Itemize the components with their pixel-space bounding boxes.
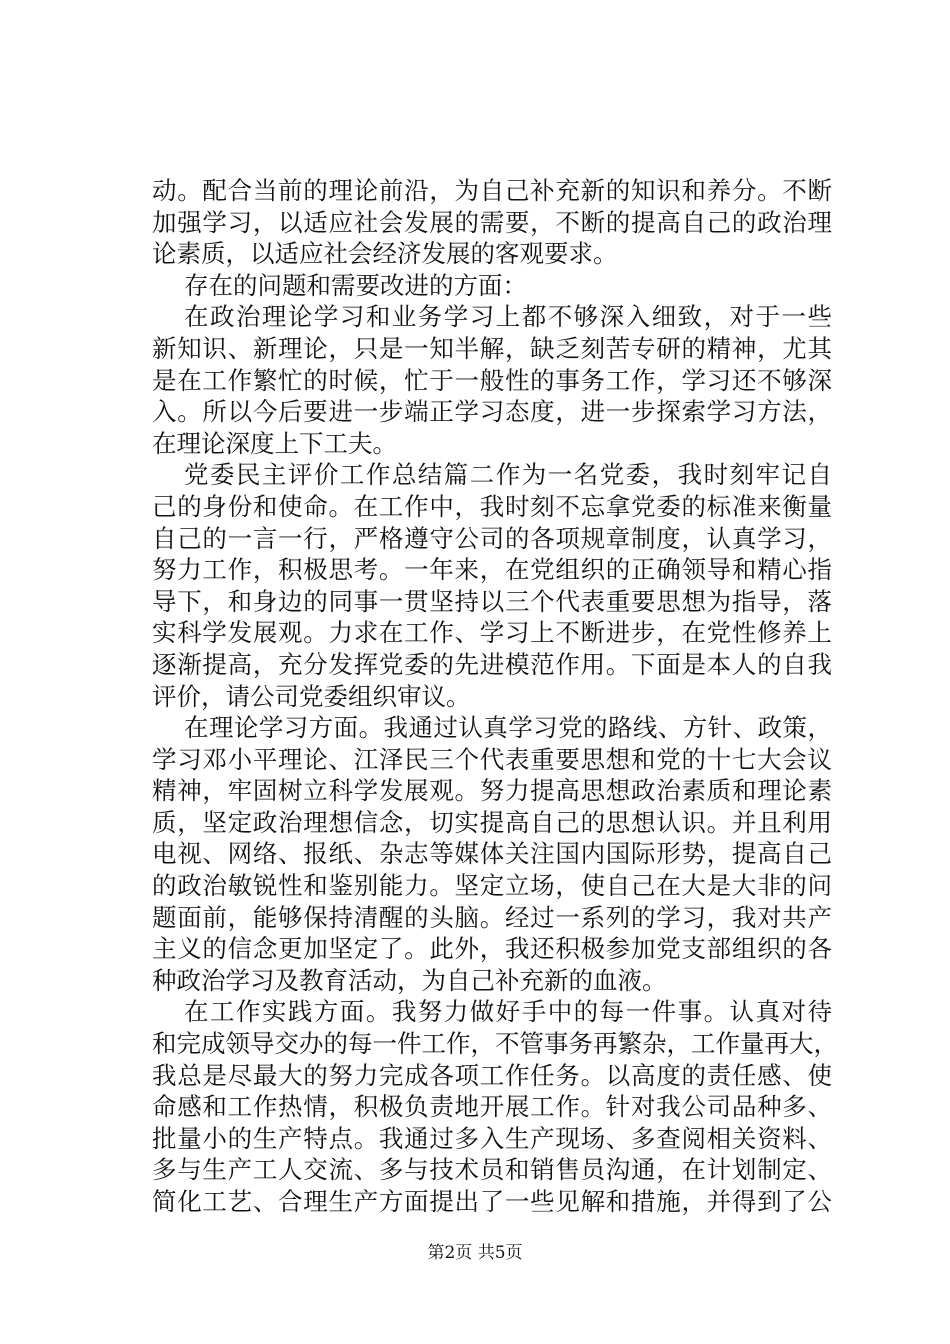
text-line: 精神，牢固树立科学发展观。努力提高思想政治素质和理论素: [152, 776, 832, 806]
text-line: 在政治理论学习和业务学习上都不够深入细致，对于一些: [184, 302, 832, 332]
text-line: 动。配合当前的理论前沿，为自己补充新的知识和养分。不断: [152, 176, 832, 205]
text-line: 我总是尽最大的努力完成各项工作任务。以高度的责任感、使: [152, 1060, 832, 1090]
text-line: 电视、网络、报纸、杂志等媒体关注国内国际形势，提高自己: [152, 839, 832, 869]
text-line: 论素质，以适应社会经济发展的客观要求。: [152, 239, 618, 269]
text-line: 党委民主评价工作总结篇二作为一名党委，我时刻牢记自: [184, 460, 832, 490]
text-line: 是在工作繁忙的时候，忙于一般性的事务工作，学习还不够深: [152, 365, 832, 395]
text-line: 新知识、新理论，只是一知半解，缺乏刻苦专研的精神，尤其: [152, 333, 832, 363]
text-line: 多与生产工人交流、多与技术员和销售员沟通，在计划制定、: [152, 1155, 832, 1185]
text-line: 的政治敏锐性和鉴别能力。坚定立场，使自己在大是大非的问: [152, 871, 832, 901]
text-line: 自己的一言一行，严格遵守公司的各项规章制度，认真学习，: [152, 523, 832, 553]
text-line: 入。所以今后要进一步端正学习态度，进一步探索学习方法，: [152, 397, 832, 427]
text-line: 题面前，能够保持清醒的头脑。经过一系列的学习，我对共产: [152, 902, 832, 932]
text-line: 实科学发展观。力求在工作、学习上不断进步，在党性修养上: [152, 618, 832, 648]
text-line: 在理论学习方面。我通过认真学习党的路线、方针、政策，: [184, 713, 832, 743]
text-line: 主义的信念更加坚定了。此外，我还积极参加党支部组织的各: [152, 934, 832, 964]
text-line: 命感和工作热情，积极负责地开展工作。针对我公司品种多、: [152, 1092, 832, 1122]
document-body: [152, 175, 838, 1218]
text-line: 加强学习，以适应社会发展的需要，不断的提高自己的政治理: [152, 207, 832, 237]
text-line: 评价，请公司党委组织审议。: [152, 681, 471, 711]
text-line: 在工作实践方面。我努力做好手中的每一件事。认真对待: [184, 997, 832, 1027]
page-number: 第2页 共5页: [427, 1243, 523, 1263]
text-line: 简化工艺、合理生产方面提出了一些见解和措施，并得到了公: [152, 1187, 832, 1216]
text-line: 种政治学习及教育活动，为自己补充新的血液。: [152, 965, 667, 995]
text-line: 和完成领导交办的每一件工作，不管事务再繁杂，工作量再大，: [152, 1029, 838, 1059]
text-line: 导下，和身边的同事一贯坚持以三个代表重要思想为指导，落: [152, 586, 832, 616]
text-line: 逐渐提高，充分发挥党委的先进模范作用。下面是本人的自我: [152, 649, 832, 679]
text-line: 努力工作，积极思考。一年来，在党组织的正确领导和精心指: [152, 555, 832, 585]
text-line: 存在的问题和需要改进的方面：: [184, 270, 527, 300]
text-line: 己的身份和使命。在工作中，我时刻不忘拿党委的标准来衡量: [152, 491, 832, 521]
text-line: 批量小的生产特点。我通过多入生产现场、多查阅相关资料、: [152, 1123, 832, 1153]
text-line: 在理论深度上下工夫。: [152, 428, 397, 458]
text-line: 质，坚定政治理想信念，切实提高自己的思想认识。并且利用: [152, 807, 832, 837]
text-line: 学习邓小平理论、江泽民三个代表重要思想和党的十七大会议: [152, 744, 832, 774]
